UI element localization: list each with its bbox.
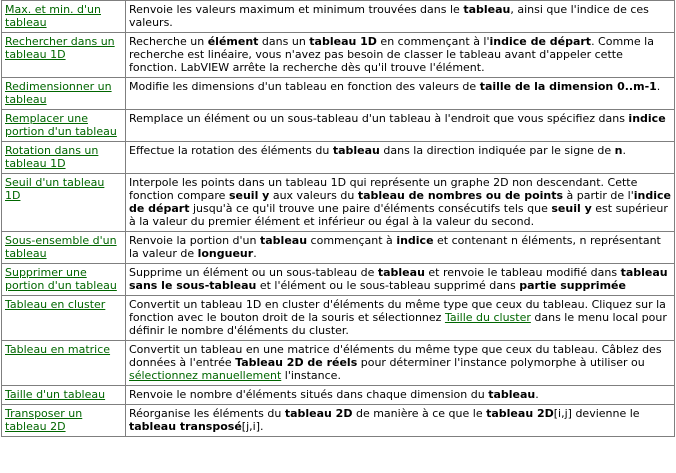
description-text: et renvoie le tableau modifié dans [424, 266, 621, 279]
description-text: [i,j] devienne le [553, 407, 640, 420]
function-name-cell [2, 174, 126, 232]
description-text: Convertit un tableau en une matrice d'éléments du même type que ceux du tableau. Câblez des données à l'entrée [129, 343, 662, 369]
description-text: . [253, 247, 257, 260]
bold-term: tableau [332, 144, 380, 157]
table-row [2, 296, 675, 341]
function-description-cell [126, 296, 675, 341]
table-row [2, 33, 675, 78]
function-name-cell [2, 405, 126, 437]
table-row [2, 142, 675, 174]
table-row [2, 110, 675, 142]
description-text: Remplace un élément ou un sous-tableau d'un tableau à l'endroit que vous spécifiez dans [129, 112, 629, 125]
function-description-cell [126, 33, 675, 78]
description-text: . Comme la recherche est linéaire, vous n'avez pas besoin de classer le tableau avant d'appeler cette fonction. LabVIEW arrête la recherche dès qu'il trouve l'élément. [129, 35, 654, 74]
table-row [2, 1, 675, 33]
description-text: Renvoie les valeurs maximum et minimum trouvées dans le [129, 3, 464, 16]
function-link[interactable]: Tableau en matrice [5, 343, 111, 356]
function-link[interactable]: Rechercher dans un tableau 1D [5, 35, 115, 61]
table-row [2, 341, 675, 386]
description-text: Supprime un élément ou un sous-tableau de [129, 266, 378, 279]
function-link[interactable]: Remplacer une portion d'un tableau [5, 112, 117, 138]
function-name-cell [2, 341, 126, 386]
bold-term: tableau [463, 3, 511, 16]
table-row [2, 232, 675, 264]
description-text: Convertit un tableau 1D en cluster d'éléments du même type que ceux du tableau. Cliquez sur la fonction avec le bouton droit de la souris et sélectionnez [129, 298, 666, 324]
table-row [2, 264, 675, 296]
description-text: à partir de l' [563, 189, 634, 202]
description-text: . [622, 144, 627, 157]
function-name-cell [2, 33, 126, 78]
description-text: Interpole les points dans un tableau 1D qui représente un graphe 2D non descendant. Cette fonction compare [129, 176, 638, 202]
function-description-cell [126, 1, 675, 33]
function-table [1, 0, 675, 437]
bold-term: indice de départ [489, 35, 592, 48]
function-description-cell [126, 232, 675, 264]
description-text: dans le menu local pour définir le nombre d'éléments du cluster. [129, 311, 667, 337]
bold-term: tableau sans le sous-tableau [129, 266, 668, 292]
description-text: et contenant n éléments, n représentant la valeur de [129, 234, 661, 260]
function-link[interactable]: Tableau en cluster [5, 298, 106, 311]
function-description-cell [126, 78, 675, 110]
function-name-cell [2, 264, 126, 296]
description-text: de manière à ce que le [352, 407, 487, 420]
description-text: Recherche un [129, 35, 208, 48]
bold-term: tableau [488, 388, 536, 401]
bold-term: tableau transposé [129, 420, 242, 433]
description-text: jusqu'à ce qu'il trouve une paire d'éléments consécutifs tels que [189, 202, 552, 215]
bold-term: tableau [377, 266, 425, 279]
function-link[interactable]: Max. et min. d'un tableau [5, 3, 101, 29]
function-name-cell [2, 386, 126, 405]
function-name-cell [2, 296, 126, 341]
bold-term: seuil y [551, 202, 592, 215]
bold-term: indice [396, 234, 434, 247]
description-text: en commençant à l' [376, 35, 490, 48]
description-text: dans la direction indiquée par le signe de [379, 144, 615, 157]
function-description-cell [126, 386, 675, 405]
function-link[interactable]: Sous-ensemble d'un tableau [5, 234, 117, 260]
function-name-cell [2, 1, 126, 33]
description-text: Réorganise les éléments du [129, 407, 285, 420]
table-row [2, 386, 675, 405]
description-text: pour déterminer l'instance polymorphe à utiliser ou [357, 356, 645, 369]
function-name-cell [2, 110, 126, 142]
bold-term: n [614, 144, 623, 157]
description-text: aux valeurs du [269, 189, 358, 202]
bold-term: partie supprimée [519, 279, 626, 292]
function-name-cell [2, 78, 126, 110]
description-text: Renvoie le nombre d'éléments situés dans chaque dimension du [129, 388, 489, 401]
function-link[interactable]: Redimensionner un tableau [5, 80, 112, 106]
bold-term: tableau 2D [486, 407, 554, 420]
bold-term: indice [628, 112, 666, 125]
description-text: Effectue la rotation des éléments du [129, 144, 333, 157]
bold-term: tableau 2D [284, 407, 353, 420]
bold-term: indice de départ [129, 189, 671, 215]
description-text: et l'élément ou le sous-tableau supprimé dans [256, 279, 520, 292]
function-link[interactable]: Rotation dans un tableau 1D [5, 144, 99, 170]
function-description-cell [126, 341, 675, 386]
table-row [2, 405, 675, 437]
description-text: commençant à [307, 234, 397, 247]
function-name-cell [2, 142, 126, 174]
function-link[interactable]: Transposer un tableau 2D [5, 407, 83, 433]
description-text: Renvoie la portion d'un [129, 234, 260, 247]
bold-term: tableau [260, 234, 308, 247]
bold-term: taille de la dimension 0..m-1 [479, 80, 657, 93]
description-text: , ainsi que l'indice de ces valeurs. [129, 3, 649, 29]
function-link[interactable]: Taille d'un tableau [5, 388, 106, 401]
function-name-cell [2, 232, 126, 264]
bold-term: tableau 1D [309, 35, 377, 48]
bold-term: tableau de nombres ou de points [357, 189, 564, 202]
table-row [2, 78, 675, 110]
bold-term: élément [207, 35, 259, 48]
function-link[interactable]: Seuil d'un tableau 1D [5, 176, 105, 202]
bold-term: Tableau 2D de réels [235, 356, 358, 369]
function-table-body [2, 1, 675, 437]
bold-term: longueur [197, 247, 254, 260]
function-description-cell [126, 110, 675, 142]
inline-doc-link[interactable]: Taille du cluster [444, 311, 531, 324]
description-text: . [535, 388, 539, 401]
description-text: l'instance. [281, 369, 341, 382]
function-link[interactable]: Supprimer une portion d'un tableau [5, 266, 117, 292]
description-text: . [656, 80, 661, 93]
function-description-cell [126, 174, 675, 232]
function-description-cell [126, 405, 675, 437]
bold-term: seuil y [228, 189, 270, 202]
description-text: Modifie les dimensions d'un tableau en fonction des valeurs de [129, 80, 480, 93]
function-description-cell [126, 142, 675, 174]
description-text: [j,i]. [241, 420, 264, 433]
table-row [2, 174, 675, 232]
function-description-cell [126, 264, 675, 296]
inline-doc-link[interactable]: sélectionnez manuellement [129, 369, 282, 382]
description-text: est supérieur à la valeur du premier élément et inférieur ou égal à la valeur du second. [129, 202, 668, 228]
description-text: dans un [258, 35, 310, 48]
